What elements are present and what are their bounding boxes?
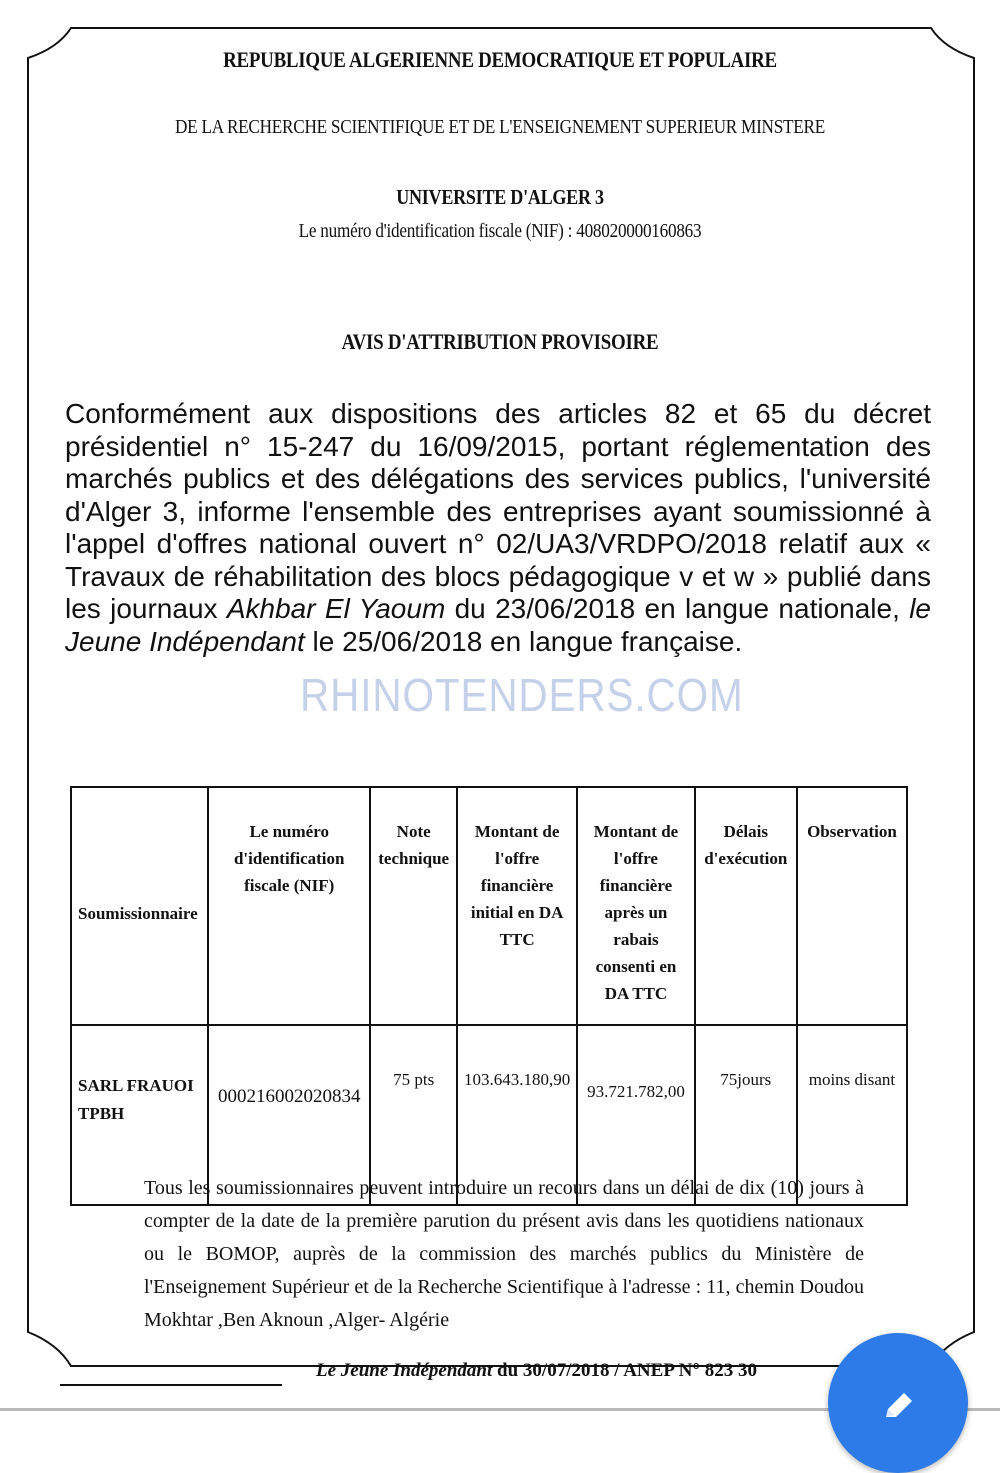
notice-body [65,398,931,658]
cell-discount-amount: 93.721.782,00 [577,1025,694,1205]
ministry-header: DE LA RECHERCHE SCIENTIFIQUE ET DE L'ENSEIGNEMENT SUPERIEUR MINSTERE [175,116,825,138]
pencil-edit-icon [878,1387,918,1427]
footer-divider [60,1384,282,1386]
col-header-bidder: Soumissionnaire [71,787,208,1025]
cell-note: 75 pts [370,1025,457,1205]
col-header-note: Note technique [370,787,457,1025]
university-name: UNIVERSITE D'ALGER 3 [396,185,604,209]
cell-nif: 000216002020834 [208,1025,370,1205]
col-header-delay: Délais d'exécution [695,787,797,1025]
body-part-2: du 23/06/2018 en langue nationale, [445,593,910,624]
col-header-observation: Observation [797,787,907,1025]
newspaper-jeune: le Jeune Indépendant [65,593,931,657]
col-header-nif: Le numéro d'identification fiscale (NIF) [208,787,370,1025]
newspaper-akhbar: Akhbar El Yaoum [226,593,446,624]
university-nif: Le numéro d'identification fiscale (NIF) : 408020000160863 [298,220,702,242]
cell-initial-amount: 103.643.180,90 [457,1025,577,1205]
edit-fab-button[interactable] [828,1333,968,1473]
body-part-3: le 25/06/2018 en langue française. [304,625,743,657]
appeal-notice: Tous les soumissionnaires peuvent introduire un recours dans un délai de dix (10) jours à compter de la date de la première parution du présent avis dans les quotidiens nationaux ou le BOMOP, auprès de la commission des marchés publics du Ministère de l'Enseignement Supérieur et de la Recherche Scientifique à l'adresse : 11, chemin Doudou Mokhtar ,Ben Aknoun ,Alger- Algérie [144,1177,864,1331]
table-header-row [71,787,907,1025]
award-table [70,786,908,1206]
body-part-1: Conformément aux dispositions des articles 82 et 65 du décret présidentiel n° 15-247 du 16/09/2015, portant réglementation des marchés publics et des délégations des services publics, l'université d'Alger 3, informe l'ensemble des entreprises ayant soumissionné à l'appel d'offres national ouvert n° 02/UA3/VRDPO/2018 relatif aux « Travaux de réhabilitation des blocs pédagogique v et w » publié dans les journaux [65,398,931,624]
col-header-discount-amount: Montant de l'offre financière après un rabais consenti en DA TTC [577,787,694,1025]
col-header-initial-amount: Montant de l'offre financière initial en DA TTC [457,787,577,1025]
notice-title: AVIS D'ATTRIBUTION PROVISOIRE [341,329,659,354]
publication-footer [316,1360,757,1382]
cell-delay: 75jours [695,1025,797,1205]
footer-newspaper: Le Jeune Indépendant [316,1360,493,1381]
republic-header: REPUBLIQUE ALGERIENNE DEMOCRATIQUE ET POPULAIRE [223,47,777,72]
cell-observation: moins disant [797,1025,907,1205]
cell-bidder: SARL FRAUOI TPBH [71,1025,208,1205]
footer-reference: du 30/07/2018 / ANEP N° 823 30 [492,1360,757,1381]
watermark: RHINOTENDERS.COM [300,669,744,721]
